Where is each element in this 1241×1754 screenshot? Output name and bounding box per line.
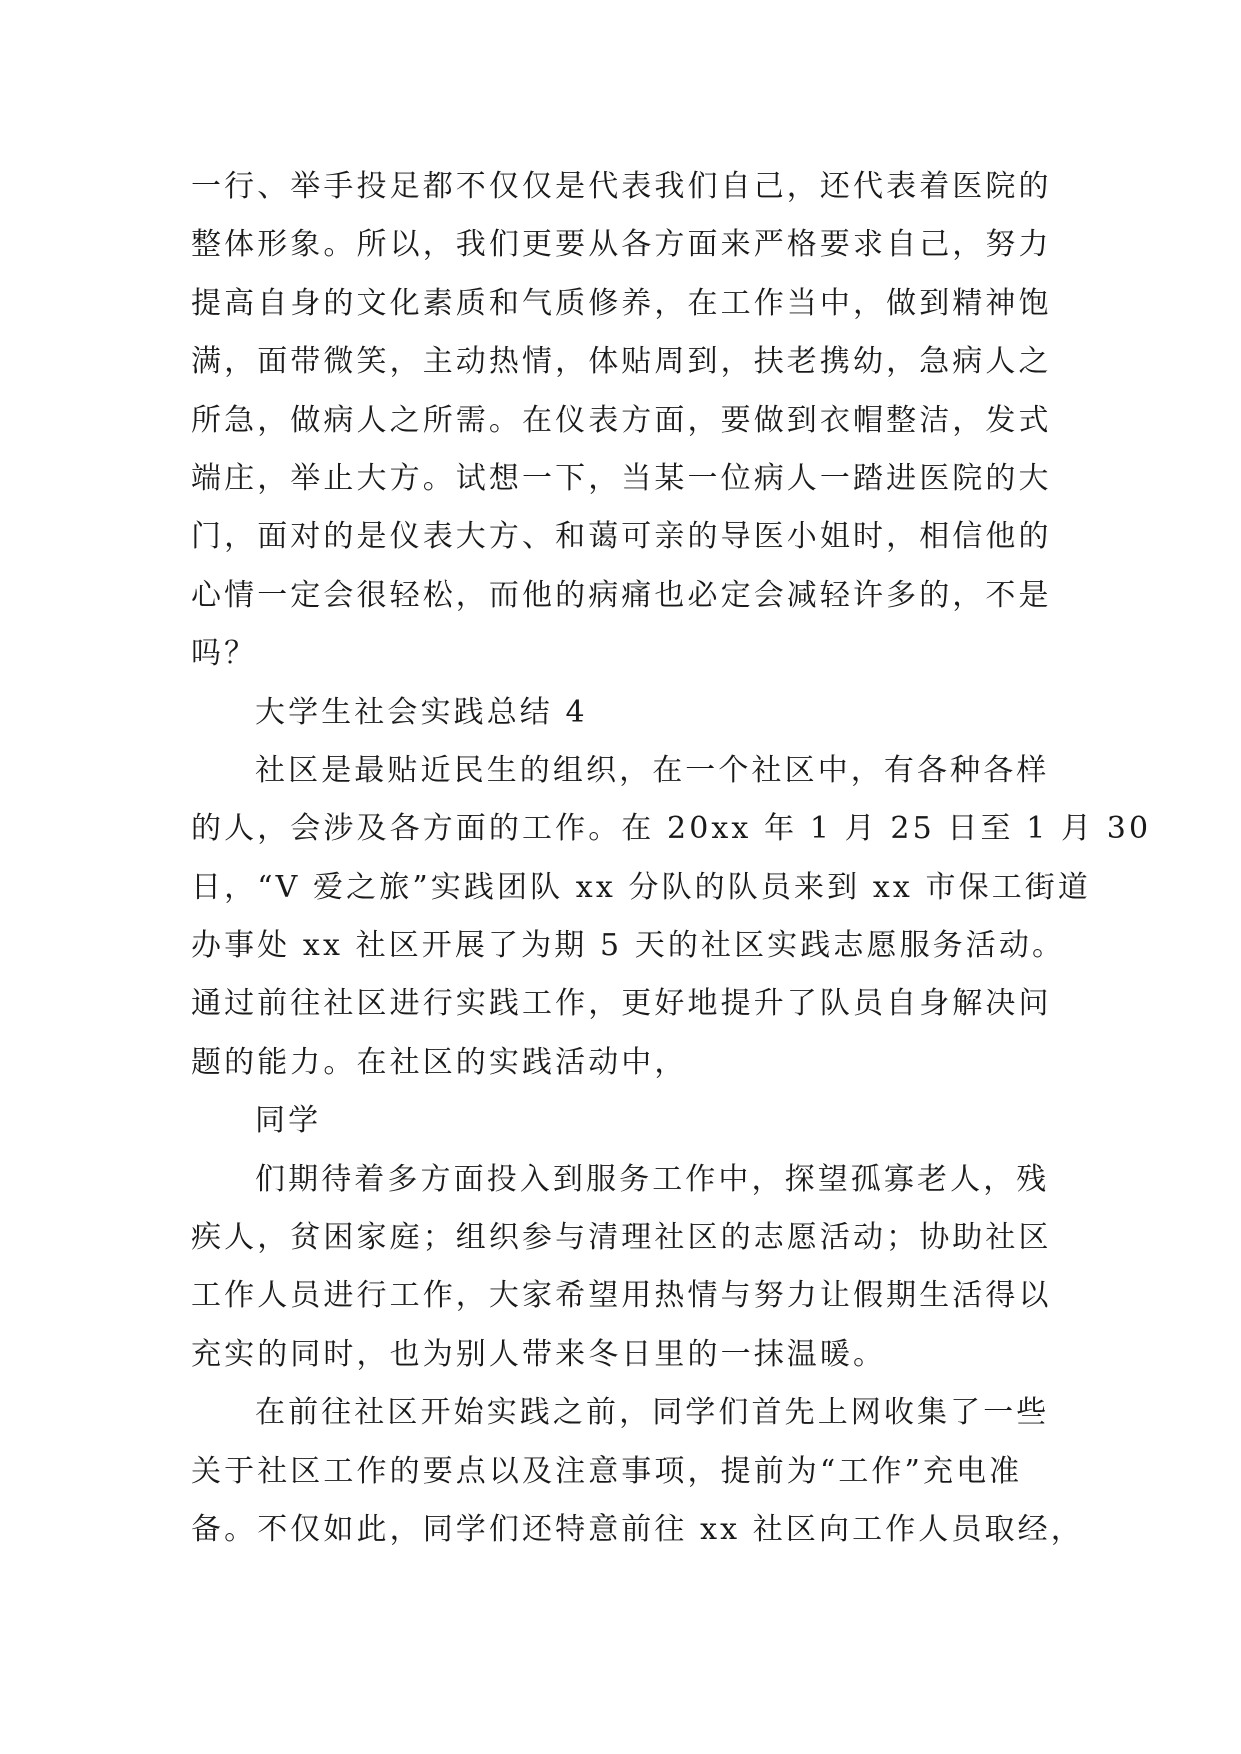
text-line: 们期待着多方面投入到服务工作中，探望孤寡老人，残 xyxy=(255,1161,1050,1197)
paragraph-service-work xyxy=(191,1151,1051,1385)
text-line: 题的能力。在社区的实践活动中， xyxy=(191,1044,688,1080)
text-line: 一行、举手投足都不仅仅是代表我们自己，还代表着医院的 xyxy=(191,169,1052,204)
text-line: 整体形象。所以，我们更要从各方面来严格要求自己，努力 xyxy=(191,227,1052,263)
text-line: 在前往社区开始实践之前，同学们首先上网收集了一些 xyxy=(255,1395,1050,1431)
text-line: 关于社区工作的要点以及注意事项，提前为“工作”充电准 xyxy=(191,1453,1023,1489)
text-line: 的人，会涉及各方面的工作。在 20xx 年 1 月 25 日至 1 月 30 xyxy=(191,811,1152,847)
text-line: 充实的同时，也为别人带来冬日里的一抹温暖。 xyxy=(191,1336,887,1372)
document-body xyxy=(191,158,1152,1559)
section-title: 大学生社会实践总结 4 xyxy=(255,694,588,730)
paragraph-preparation xyxy=(191,1384,1084,1559)
text-line: 办事处 xx 社区开展了为期 5 天的社区实践志愿服务活动。 xyxy=(191,928,1066,964)
text-line: 心情一定会很轻松，而他的病痛也必定会减轻许多的，不是 xyxy=(191,577,1052,613)
text-line: 提高自身的文化素质和气质修养，在工作当中，做到精神饱 xyxy=(191,285,1052,321)
text-line: 日，“V 爱之旅”实践团队 xx 分队的队员来到 xx 市保工街道 xyxy=(191,869,1091,905)
text-line: 端庄，举止大方。试想一下，当某一位病人一踏进医院的大 xyxy=(191,460,1052,496)
text-line: 满，面带微笑，主动热情，体贴周到，扶老携幼，急病人之 xyxy=(191,344,1052,380)
paragraph-classmates xyxy=(191,1092,1051,1150)
text-line: 所急，做病人之所需。在仪表方面，要做到衣帽整洁，发式 xyxy=(191,402,1052,438)
text-line: 社区是最贴近民生的组织，在一个社区中，有各种各样 xyxy=(255,752,1050,788)
text-line: 备。不仅如此，同学们还特意前往 xx 社区向工作人员取经， xyxy=(191,1511,1084,1547)
paragraph-hospital-image xyxy=(191,158,1051,684)
text-line: 疾人，贫困家庭；组织参与清理社区的志愿活动；协助社区 xyxy=(191,1220,1052,1256)
text-line: 同学 xyxy=(255,1103,322,1139)
text-line: 通过前往社区进行实践工作，更好地提升了队员自身解决问 xyxy=(191,986,1052,1022)
text-line: 工作人员进行工作，大家希望用热情与努力让假期生活得以 xyxy=(191,1278,1052,1314)
text-line: 吗？ xyxy=(191,636,258,672)
paragraph-community-intro xyxy=(191,742,1152,1092)
text-line: 门，面对的是仪表大方、和蔼可亲的导医小姐时，相信他的 xyxy=(191,519,1052,555)
